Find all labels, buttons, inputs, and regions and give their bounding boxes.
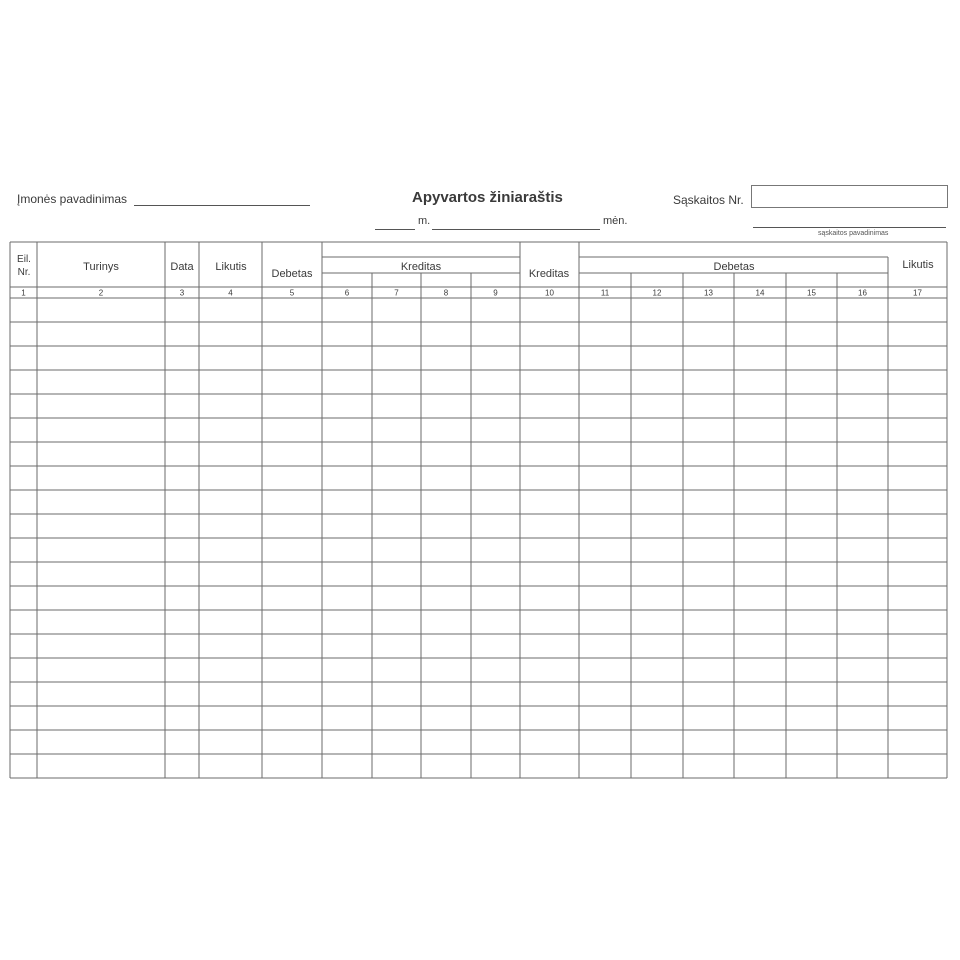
column-number: 14	[755, 288, 765, 298]
column-number: 10	[545, 288, 554, 298]
column-number: 7	[394, 288, 399, 298]
column-number: 6	[344, 288, 350, 298]
column-number: 15	[807, 288, 816, 298]
column-number: 17	[913, 288, 922, 298]
column-number: 13	[704, 288, 713, 298]
column-number: 16	[858, 288, 867, 298]
column-number: 12	[652, 288, 662, 298]
company-name-label: Įmonės pavadinimas	[17, 192, 128, 206]
column-number: 9	[493, 288, 498, 298]
header-left-debit: Debetas	[271, 268, 313, 280]
column-number: 2	[98, 288, 104, 298]
column-number: 3	[179, 288, 185, 298]
column-number-row	[21, 289, 922, 298]
month-label: mėn.	[603, 215, 628, 227]
table-grid-lines	[10, 242, 947, 778]
header-right-debit: Debetas	[713, 261, 755, 273]
header-content: Turinys	[83, 261, 119, 273]
account-name-caption: sąskaitos pavadinimas	[818, 230, 889, 237]
column-number: 5	[289, 288, 295, 298]
header-right-credit: Kreditas	[528, 268, 570, 280]
column-number: 11	[600, 288, 610, 298]
document-title: Apyvartos žiniaraštis	[412, 189, 563, 206]
header-balance-end: Likutis	[902, 259, 934, 271]
column-number: 4	[228, 288, 233, 298]
table-header-labels	[17, 254, 934, 280]
header-date: Data	[170, 261, 194, 273]
column-number: 1	[21, 288, 26, 298]
column-number: 8	[443, 288, 449, 298]
account-number-label: Sąskaitos Nr.	[673, 193, 744, 207]
header-row-no-line2: Nr.	[17, 267, 31, 278]
year-label: m.	[418, 215, 431, 227]
header-balance-start: Likutis	[215, 261, 247, 273]
header-left-credit: Kreditas	[400, 261, 442, 273]
header-row-no-line1: Eil.	[17, 254, 31, 265]
